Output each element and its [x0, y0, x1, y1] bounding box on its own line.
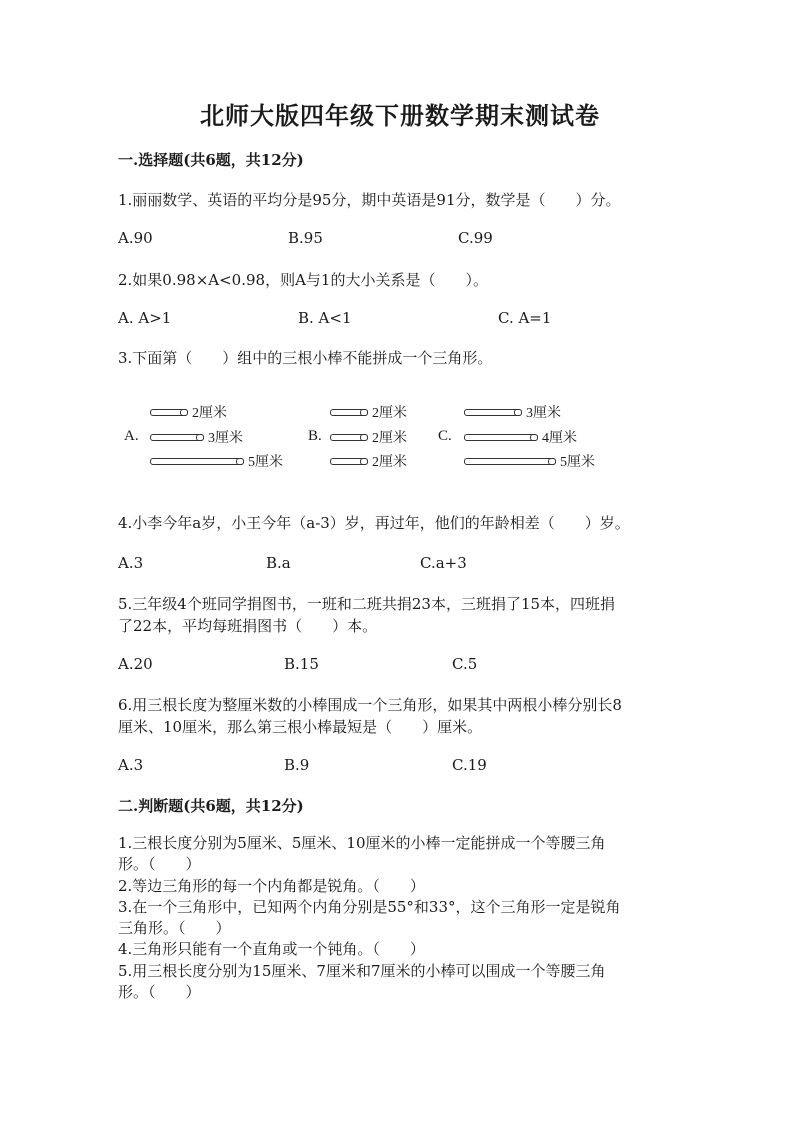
judgement-line: 1.三根长度分别为5厘米、5厘米、10厘米的小棒一定能拼成一个等腰三角 — [118, 834, 606, 852]
judgement-line: 5.用三根长度分别为15厘米、7厘米和7厘米的小棒可以围成一个等腰三角 — [118, 962, 606, 980]
stick-c-2-label: 4厘米 — [542, 431, 577, 446]
stick-a-1 — [150, 409, 188, 416]
group-a-label: A. — [124, 428, 139, 444]
stick-a-3-label: 5厘米 — [248, 455, 283, 470]
stick-b-2-label: 2厘米 — [372, 431, 407, 446]
option-b: B.95 — [288, 229, 323, 247]
option-c: C.19 — [452, 756, 487, 774]
stick-a-2 — [150, 434, 204, 441]
question-3-stem: 3.下面第（ ）组中的三根小棒不能拼成一个三角形。 — [118, 349, 493, 367]
option-a: A.90 — [118, 229, 153, 247]
judgement-line: 2.等边三角形的每一个内角都是锐角。（ ） — [118, 877, 425, 895]
judgement-line: 4.三角形只能有一个直角或一个钝角。（ ） — [118, 940, 425, 958]
stick-b-1-label: 2厘米 — [372, 406, 407, 421]
option-a: A.20 — [118, 655, 153, 673]
option-a: A.3 — [118, 554, 144, 572]
question-2-stem: 2.如果0.98×A<0.98，则A与1的大小关系是（ ）。 — [118, 271, 488, 289]
judgement-line: 三角形。（ ） — [118, 919, 231, 937]
group-b-label: B. — [308, 428, 322, 444]
stick-c-2 — [464, 434, 538, 441]
stick-b-1 — [330, 409, 368, 416]
question-5-stem-line-1: 5.三年级4个班同学捐图书，一班和二班共捐23本，三班捐了15本，四班捐 — [118, 595, 616, 613]
option-b: B.15 — [284, 655, 319, 673]
option-b: B.a — [266, 554, 291, 572]
judgement-line: 3.在一个三角形中，已知两个内角分别是55°和33°，这个三角形一定是锐角 — [118, 898, 621, 916]
question-5-stem-line-2: 了22本，平均每班捐图书（ ）本。 — [118, 617, 378, 635]
question-5-options — [118, 655, 718, 675]
stick-c-1-label: 3厘米 — [526, 406, 561, 421]
question-4-stem: 4.小李今年a岁，小王今年（a-3）岁，再过年，他们的年龄相差（ ）岁。 — [118, 514, 630, 532]
stick-b-3 — [330, 458, 368, 465]
page-title: 北师大版四年级下册数学期末测试卷 — [200, 101, 600, 130]
question-6-stem-line-1: 6.用三根长度为整厘米数的小棒围成一个三角形，如果其中两根小棒分别长8 — [118, 696, 622, 714]
judgement-line: 形。（ ） — [118, 855, 201, 873]
stick-a-2-label: 3厘米 — [208, 431, 243, 446]
option-c: C.5 — [452, 655, 478, 673]
section-heading-choice: 一.选择题(共6题，共12分) — [118, 151, 304, 169]
stick-c-3 — [464, 458, 556, 465]
stick-a-3 — [150, 458, 244, 465]
question-6-options — [118, 756, 718, 776]
option-c: C. A=1 — [498, 309, 552, 327]
stick-c-1 — [464, 409, 522, 416]
question-4-options — [118, 554, 718, 574]
stick-b-2 — [330, 434, 368, 441]
option-b: B. A<1 — [298, 309, 352, 327]
stick-b-3-label: 2厘米 — [372, 455, 407, 470]
option-a: A. A>1 — [118, 309, 172, 327]
stick-groups-figure — [118, 398, 638, 478]
judgement-line: 形。（ ） — [118, 983, 201, 1001]
group-c-label: C. — [438, 428, 452, 444]
question-6-stem-line-2: 厘米、10厘米，那么第三根小棒最短是（ ）厘米。 — [118, 718, 483, 736]
stick-a-1-label: 2厘米 — [192, 406, 227, 421]
option-b: B.9 — [284, 756, 310, 774]
option-c: C.99 — [458, 229, 493, 247]
option-a: A.3 — [118, 756, 144, 774]
question-1-stem: 1.丽丽数学、英语的平均分是95分，期中英语是91分，数学是（ ）分。 — [118, 191, 621, 209]
option-c: C.a+3 — [420, 554, 467, 572]
section-heading-judgement: 二.判断题(共6题，共12分) — [118, 797, 304, 815]
question-2-options — [118, 309, 718, 329]
stick-c-3-label: 5厘米 — [560, 455, 595, 470]
question-1-options — [118, 229, 718, 249]
